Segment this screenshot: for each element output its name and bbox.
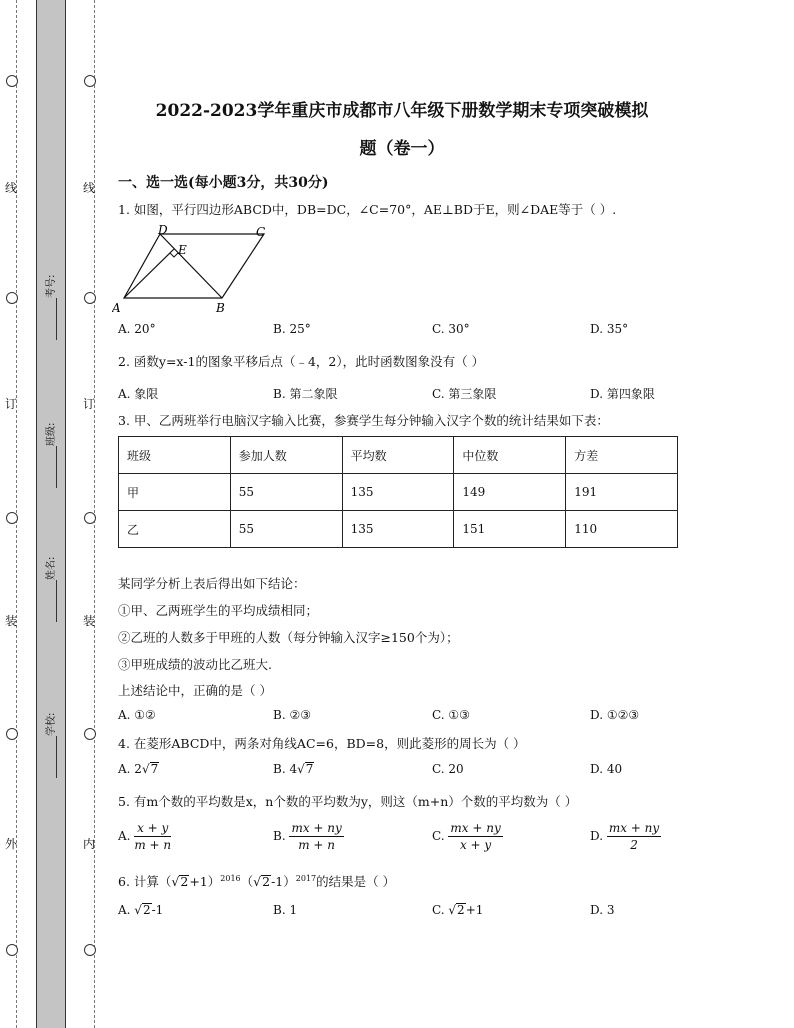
binding-hole [6, 75, 18, 87]
name-field [42, 557, 57, 622]
q6-option-b[interactable]: B. 1 [273, 903, 298, 917]
binding-hole [84, 728, 96, 740]
binding-hole [6, 292, 18, 304]
margin-mark: 装 [5, 614, 18, 628]
q3-text-line: ②乙班的人数多于甲班的人数（每分钟输入汉字≥150个为）； [118, 630, 459, 645]
q1-option-a[interactable]: A. 20° [118, 322, 156, 336]
table-cell: 151 [454, 511, 566, 548]
q5-option-c[interactable]: C. $\frac{mx + ny}{x + y}$ [432, 821, 501, 852]
q2-option-d[interactable]: D. 第四象限 [590, 387, 655, 401]
q3-option-b[interactable]: B. ②③ [273, 708, 311, 722]
q1-option-c[interactable]: C. 30° [432, 322, 470, 336]
binding-hole [84, 944, 96, 956]
table-header: 参加人数 [230, 437, 342, 474]
table-header: 方差 [566, 437, 678, 474]
class-field [42, 423, 57, 488]
table-cell: 149 [454, 474, 566, 511]
margin-mark: 装 [83, 614, 96, 628]
label-a: A [112, 301, 121, 315]
q3-text-line: ③甲班成绩的波动比乙班大. [118, 657, 272, 672]
q3-option-a[interactable]: A. ①② [118, 708, 156, 722]
table-cell: 甲 [119, 474, 231, 511]
q2-option-b[interactable]: B. 第二象限 [273, 387, 338, 401]
fraction: $\frac{mx + ny}{m + n}$ [291, 821, 342, 852]
q6-option-a[interactable]: A. √2-1 [118, 903, 164, 917]
table-cell: 135 [342, 474, 454, 511]
q3-text-line: 某同学分析上表后得出如下结论： [118, 576, 306, 591]
binding-hole [84, 75, 96, 87]
q4-option-a[interactable]: A. 2√7 [118, 762, 159, 776]
page-title: 2022-2023学年重庆市成都市八年级下册数学期末专项突破模拟 [155, 101, 649, 121]
q5-option-a[interactable]: A. $\frac{x + y}{m + n}$ [118, 821, 172, 852]
fraction: $\frac{mx + ny}{x + y}$ [450, 821, 501, 852]
question-1-stem: 1. 如图，平行四边形ABCD中，DB=DC，∠C=70°，AE⊥BD于E，则∠DAE等于（ ）. [118, 202, 617, 217]
table-header: 中位数 [454, 437, 566, 474]
label-d: D [158, 223, 168, 237]
q1-option-b[interactable]: B. 25° [273, 322, 311, 336]
q3-option-c[interactable]: C. ①③ [432, 708, 470, 722]
school-label: 学校: [46, 712, 57, 736]
question-5-stem: 5. 有m个数的平均数是x，n个数的平均数为y，则这（m+n）个数的平均数为（ ） [118, 794, 578, 809]
fraction: $\frac{mx + ny}{2}$ [608, 821, 660, 852]
q3-text-line: ①甲、乙两班学生的平均成绩相同； [118, 603, 319, 618]
binding-hole [6, 944, 18, 956]
table-cell: 55 [230, 511, 342, 548]
school-field [42, 713, 57, 778]
table-header-row [119, 437, 678, 474]
q2-option-a[interactable]: A. 象限 [118, 387, 159, 401]
binding-hole [6, 728, 18, 740]
margin-mark: 订 [83, 397, 96, 411]
question-2-stem: 2. 函数y=x-1的图象平移后点（﹣4，2），此时函数图象没有（ ） [118, 354, 485, 369]
table-row [119, 474, 678, 511]
q5-option-d[interactable]: D. $\frac{mx + ny}{2}$ [590, 821, 660, 852]
table-cell: 191 [566, 474, 678, 511]
q4-option-c[interactable]: C. 20 [432, 762, 464, 776]
question-6-stem: 6. 计算$(√2+1)^{2016}(√2-1)^{2017}$的结果是（ ） [118, 873, 396, 889]
page-title-cont: 题（卷一） [359, 139, 445, 159]
q3-text-line: 上述结论中，正确的是（ ） [118, 683, 272, 698]
table-cell: 135 [342, 511, 454, 548]
question-4-stem: 4. 在菱形ABCD中，两条对角线AC=6，BD=8，则此菱形的周长为（ ） [118, 736, 526, 751]
q1-option-d[interactable]: D. 35° [590, 322, 629, 336]
binding-hole [84, 512, 96, 524]
q4-option-b[interactable]: B. 4√7 [273, 762, 314, 776]
q1-parallelogram-figure [112, 222, 282, 318]
q6-option-d[interactable]: D. 3 [590, 903, 615, 917]
table-header: 班级 [119, 437, 231, 474]
name-label: 姓名: [46, 556, 57, 580]
binding-hole [6, 512, 18, 524]
exam-number-label: 考号: [46, 274, 57, 298]
question-3-stem: 3. 甲、乙两班举行电脑汉字输入比赛，参赛学生每分钟输入汉字个数的统计结果如下表： [118, 413, 609, 428]
exam-number-field [42, 275, 57, 340]
margin-mark: 内 [83, 837, 96, 851]
margin-mark: 线 [83, 181, 96, 195]
class-label: 班级: [46, 422, 57, 446]
binding-hole [84, 292, 96, 304]
margin-mark: 线 [5, 181, 18, 195]
margin-mark: 订 [5, 397, 18, 411]
label-b: B [216, 301, 225, 315]
section-heading: 一、选一选(每小题3分，共30分) [118, 175, 329, 191]
table-header: 平均数 [342, 437, 454, 474]
label-e: E [178, 243, 187, 257]
label-c: C [256, 225, 266, 239]
q3-option-d[interactable]: D. ①②③ [590, 708, 640, 722]
q5-option-b[interactable]: B. $\frac{mx + ny}{m + n}$ [273, 821, 342, 852]
table-row [119, 511, 678, 548]
margin-mark: 外 [5, 837, 18, 851]
table-cell: 乙 [119, 511, 231, 548]
stats-table [118, 436, 678, 548]
table-cell: 55 [230, 474, 342, 511]
q6-option-c[interactable]: C. √2+1 [432, 903, 484, 917]
binding-strip [36, 0, 66, 1028]
q4-option-d[interactable]: D. 40 [590, 762, 623, 776]
table-cell: 110 [566, 511, 678, 548]
fraction: $\frac{x + y}{m + n}$ [134, 821, 172, 852]
q2-option-c[interactable]: C. 第三象限 [432, 387, 497, 401]
